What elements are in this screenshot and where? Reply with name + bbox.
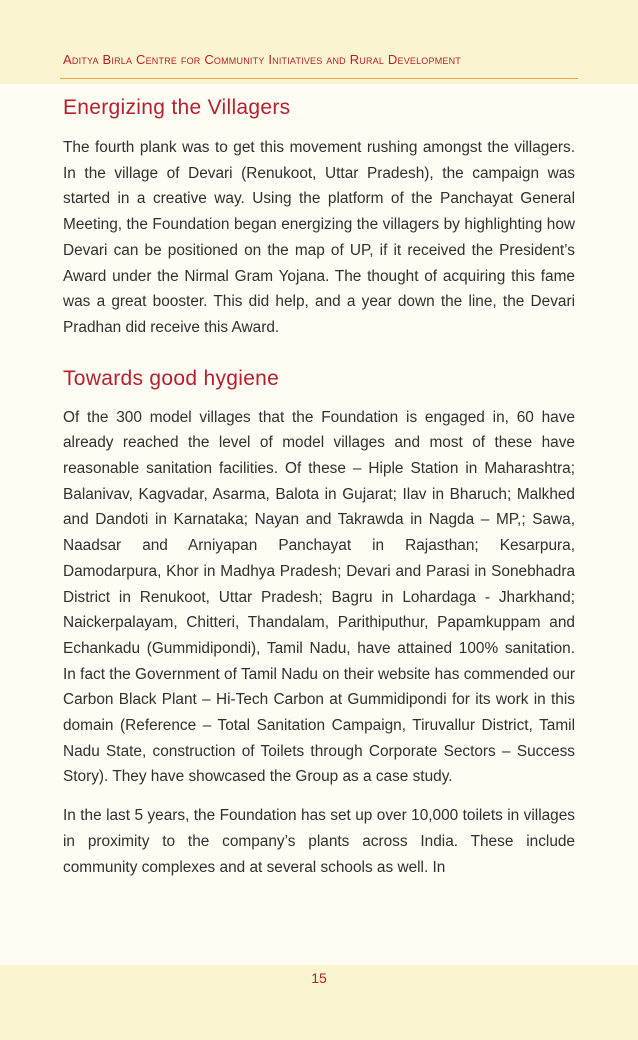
paragraph-hygiene-2: In the last 5 years, the Foundation has set up over 10,000 toilets in villages in proximity to the company’s plants across India. These include community complexes and at several schools as well. In [63,807,575,876]
page-footer [0,965,638,1040]
page-header [0,0,638,84]
section-heading-energizing: Energizing the Villagers [63,96,291,119]
page-number: 15 [311,970,327,986]
text-column [63,96,575,880]
running-header-title: Aditya Birla Centre for Community Initiatives and Rural Development [63,52,462,67]
header-divider [60,78,578,79]
paragraph-hygiene-1: Of the 300 model villages that the Foundation is engaged in, 60 have already reached the level of model villages and most of these have reasonable sanitation facilities. Of these – Hiple Station in Maharashtra; Balanivav, Kagvadar, Asarma, Balota in Gujarat; Ilav in Bharuch; Malkhed and Dandoti in Karnataka; Nayan and Takrawda in Nagda – MP,; Sawa, Naadsar and Arniyapan Panchayat in Rajasthan; Kesarpura, Damodarpura, Khor in Madhya Pradesh; Devari and Parasi in Sonebhadra District in Renukoot, Uttar Pradesh; Bagru in Lohardaga - Jharkhand; Naickerpalayam, Chitteri, Thandalam, Parithiputhur, Papamkuppam and Echankadu (Gummidipondi), Tamil Nadu, have attained 100% sanitation. In fact the Government of Tamil Nadu on their website has commended our Carbon Black Plant – Hi-Tech Carbon at Gummidipondi for its work in this domain (Reference – Total Sanitation Campaign, Tiruvallur District, Tamil Nadu State, construction of Toilets through Corporate Sectors – Success Story). They have showcased the Group as a case study. [63,408,575,786]
section-heading-hygiene: Towards good hygiene [63,366,280,390]
page-body [0,84,638,965]
paragraph-energizing: The fourth plank was to get this movement rushing amongst the villagers. In the village of Devari (Renukoot, Uttar Pradesh), the campaign was started in a creative way. Using the platform of the Panchayat General Meeting, the Foundation began energizing the villagers by highlighting how Devari can be positioned on the map of UP, if it received the President’s Award under the Nirmal Gram Yojana. The thought of acquiring this fame was a great booster. This did help, and a year down the line, the Devari Pradhan did receive this Award. [63,139,575,336]
